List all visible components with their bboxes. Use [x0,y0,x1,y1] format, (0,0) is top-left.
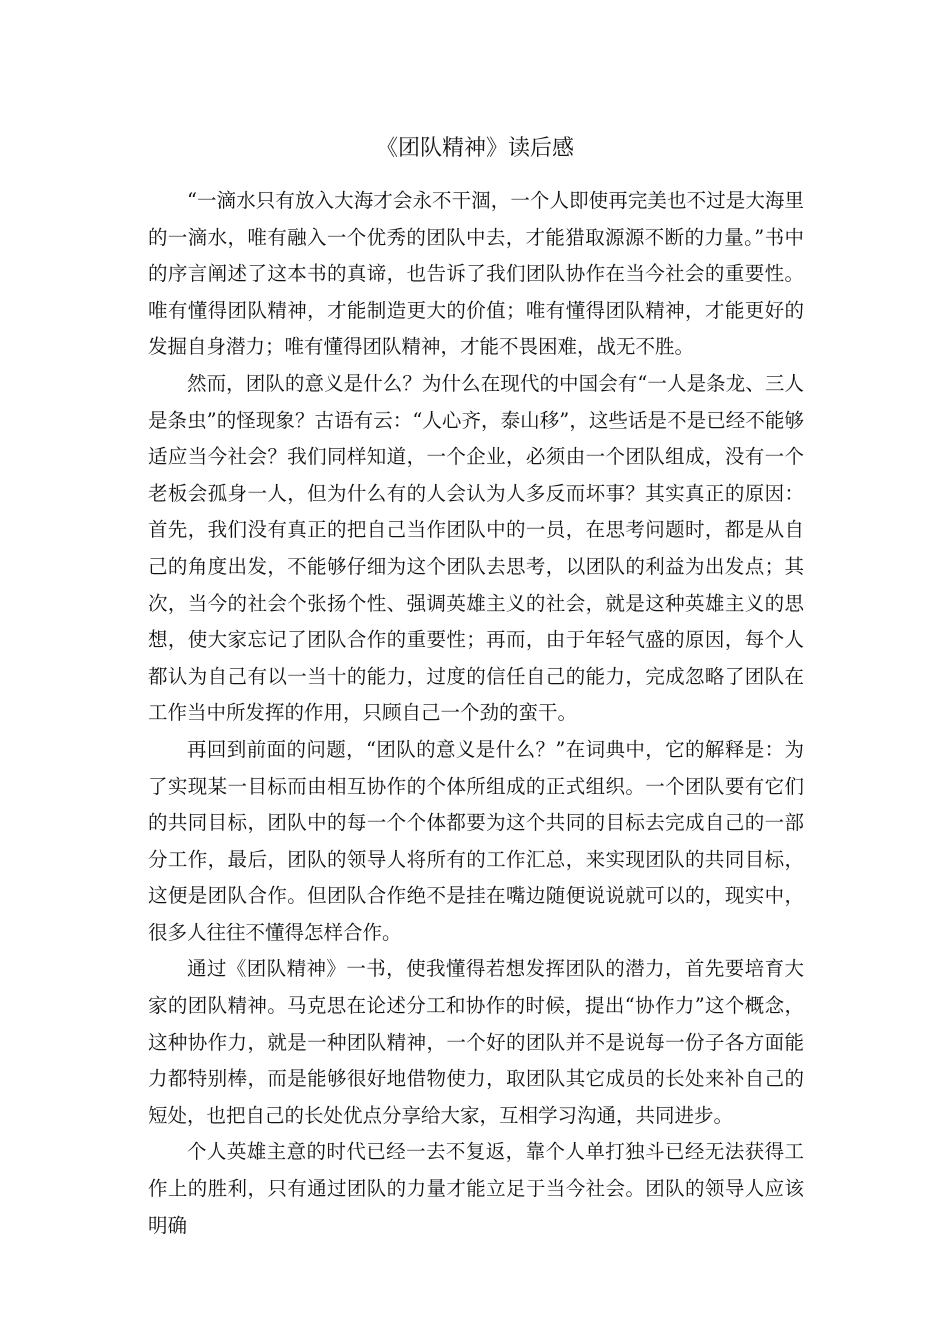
paragraph-5: 个人英雄主意的时代已经一去不复返，靠个人单打独斗已经无法获得工作上的胜利，只有通过团队的力量才能立足于当今社会。团队的领导人应该明确 [148,1140,804,1237]
paragraph-1: “一滴水只有放入大海才会永不干涸，一个人即使再完美也不过是大海里的一滴水，唯有融入一个优秀的团队中去，才能猎取源源不断的力量。”书中的序言阐述了这本书的真谛，也告诉了我们团队协作在当今社会的重要性。唯有懂得团队精神，才能制造更大的价值；唯有懂得团队精神，才能更好的发掘自身潜力；唯有懂得团队精神，才能不畏困难，战无不胜。 [148,189,804,359]
document-title: 《团队精神》读后感 [375,136,574,161]
paragraph-2: 然而，团队的意义是什么？为什么在现代的中国会有“一人是条龙、三人是条虫”的怪现象？古语有云：“人心齐，泰山移”，这些话是不是已经不能够适应当今社会？我们同样知道，一个企业，必须由一个团队组成，没有一个老板会孤身一人，但为什么有的人会认为人多反而坏事？其实真正的原因：首先，我们没有真正的把自己当作团队中的一员，在思考问题时，都是从自己的角度出发，不能够仔细为这个团队去思考，以团队的利益为出发点；其次，当今的社会个张扬个性、强调英雄主义的社会，就是这种英雄主义的思想，使大家忘记了团队合作的重要性；再而，由于年轻气盛的原因，每个人都认为自己有以一当十的能力，过度的信任自己的能力，完成忽略了团队在工作当中所发挥的作用，只顾自己一个劲的蛮干。 [148,371,804,725]
paragraph-3: 再回到前面的问题，“团队的意义是什么？”在词典中，它的解释是：为了实现某一目标而由相互协作的个体所组成的正式组织。一个团队要有它们的共同目标，团队中的每一个个体都要为这个共同的目标去完成自己的一部分工作，最后，团队的领导人将所有的工作汇总，来实现团队的共同目标，这便是团队合作。但团队合作绝不是挂在嘴边随便说说就可以的，现实中，很多人往往不懂得怎样合作。 [148,737,804,944]
document-body [148,183,804,1244]
paragraph-4: 通过《团队精神》一书，使我懂得若想发挥团队的潜力，首先要培育大家的团队精神。马克思在论述分工和协作的时候，提出“协作力”这个概念，这种协作力，就是一种团队精神，一个好的团队并不是说每一份子各方面能力都特别棒，而是能够很好地借物使力，取团队其它成员的长处来补自己的短处，也把自己的长处优点分享给大家，互相学习沟通，共同进步。 [148,957,804,1127]
